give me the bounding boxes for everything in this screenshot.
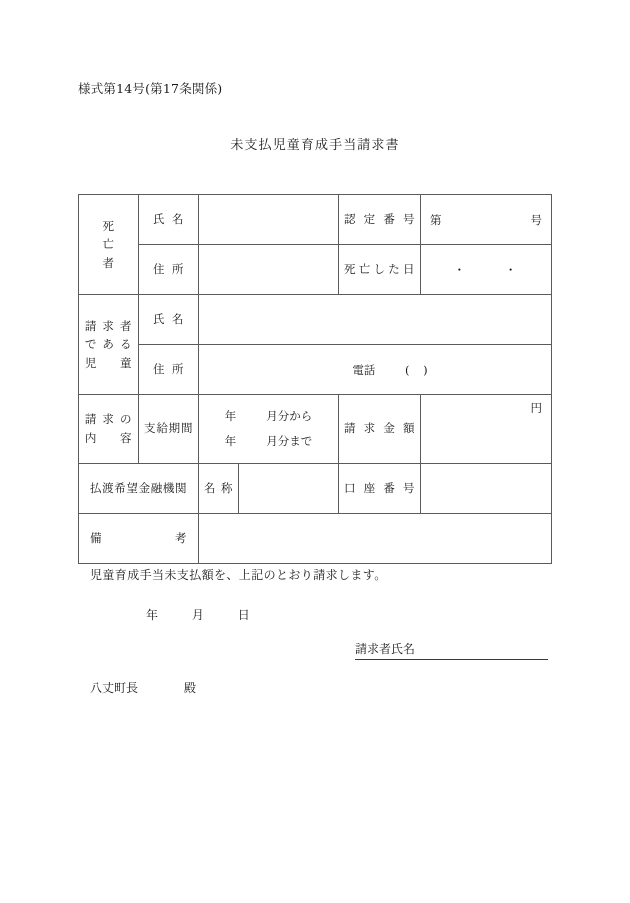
claim-statement: 児童育成手当未支払額を、上記のとおり請求します。 <box>90 568 387 582</box>
page-title: 未支払児童育成手当請求書 <box>230 138 400 153</box>
certification-number-prefix: 第 <box>430 212 442 227</box>
certification-number-field[interactable] <box>421 195 552 245</box>
claim-form-table <box>78 194 552 564</box>
claimant-child-group-label <box>79 295 139 395</box>
child-address-field[interactable] <box>199 345 552 395</box>
addressee-name: 八丈町長 <box>90 681 139 695</box>
date-month-label: 月 <box>191 608 204 622</box>
date-line[interactable] <box>146 606 250 623</box>
table-row-deceased-name <box>79 195 552 245</box>
claimant-child-group-label-line-1: 請求者 <box>84 318 133 333</box>
death-date-field[interactable] <box>421 245 552 295</box>
bank-group-label: 払渡希望金融機関 <box>79 464 199 514</box>
addressee-honorific: 殿 <box>183 681 196 695</box>
claim-content-group-label-line-2: 内容 <box>84 431 133 445</box>
remarks-label: 備考 <box>79 514 199 564</box>
table-row-deceased-address <box>79 245 552 295</box>
deceased-group-label-line-2: 亡 <box>102 237 115 252</box>
period-to-year: 年 <box>224 434 237 448</box>
date-day-label: 日 <box>237 608 250 622</box>
certification-number-suffix: 号 <box>530 212 542 227</box>
addressee-line <box>90 679 196 696</box>
death-date-separator-1: ・ <box>453 262 468 277</box>
deceased-group-label-line-1: 死 <box>102 218 115 233</box>
child-address-label: 住所 <box>139 345 199 395</box>
table-row-claim-content <box>79 395 552 464</box>
table-row-child-address <box>79 345 552 395</box>
table-row-bank <box>79 464 552 514</box>
phone-close-paren: ) <box>423 362 428 377</box>
form-code: 様式第14号(第17条関係) <box>78 81 223 96</box>
period-field[interactable] <box>199 395 339 464</box>
claim-content-group-label-line-1: 請求の <box>84 412 133 427</box>
period-label: 支給期間 <box>139 395 199 464</box>
deceased-address-label: 住所 <box>139 245 199 295</box>
period-from-row <box>199 404 338 429</box>
amount-unit: 円 <box>530 401 542 415</box>
bank-name-field[interactable] <box>239 464 339 514</box>
claim-content-group-label <box>79 395 139 464</box>
child-name-label: 氏名 <box>139 295 199 345</box>
phone-label: 電話 <box>352 362 376 377</box>
signature-label: 請求者氏名 <box>355 642 416 656</box>
signature-line[interactable] <box>355 640 548 660</box>
deceased-name-field[interactable] <box>199 195 339 245</box>
account-number-label: 口座番号 <box>339 464 421 514</box>
deceased-address-field[interactable] <box>199 245 339 295</box>
amount-label: 請求金額 <box>339 395 421 464</box>
period-from-year: 年 <box>224 409 237 424</box>
deceased-name-label: 氏名 <box>139 195 199 245</box>
death-date-label: 死亡した日 <box>339 245 421 295</box>
claimant-child-group-label-line-3: 児童 <box>84 355 133 370</box>
bank-name-label: 名称 <box>199 464 239 514</box>
period-to-row <box>199 429 338 454</box>
amount-field[interactable] <box>421 395 552 464</box>
period-to-month: 月分まで <box>266 434 313 448</box>
account-number-field[interactable] <box>421 464 552 514</box>
deceased-group-label <box>79 195 139 295</box>
phone-open-paren: ( <box>405 362 420 377</box>
date-year-label: 年 <box>146 608 159 622</box>
table-row-remarks <box>79 514 552 564</box>
child-name-field[interactable] <box>199 295 552 345</box>
remarks-field[interactable] <box>199 514 552 564</box>
certification-number-label: 認定番号 <box>339 195 421 245</box>
table-row-child-name <box>79 295 552 345</box>
death-date-separator-2: ・ <box>504 262 519 277</box>
claimant-child-group-label-line-2: である <box>84 337 133 352</box>
deceased-group-label-line-3: 者 <box>102 255 115 270</box>
period-from-month: 月分から <box>266 409 313 424</box>
